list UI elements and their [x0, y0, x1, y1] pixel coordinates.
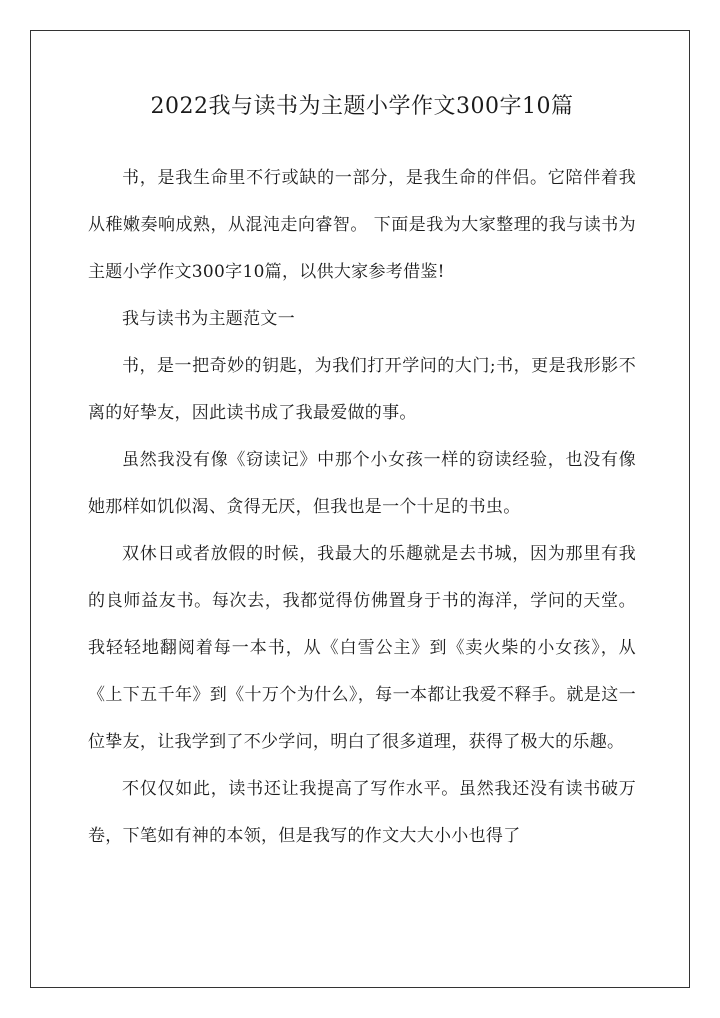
body-paragraph: 双休日或者放假的时候，我最大的乐趣就是去书城，因为那里有我的良师益友书。每次去，我都觉得仿佛置身于书的海洋，学问的天堂。我轻轻地翻阅着每一本书，从《白雪公主》到《卖火柴的小女孩》，从《上下五千年》到《十万个为什么》，每一本都让我爱不释手。就是这一位挚友，让我学到了不少学问，明白了很多道理，获得了极大的乐趣。 [88, 544, 636, 752]
document-title: 2022我与读书为主题小学作文300字10篇 [150, 94, 574, 119]
body-paragraph: 虽然我没有像《窃读记》中那个小女孩一样的窃读经验，也没有像她那样如饥似渴、贪得无厌，但我也是一个十足的书虫。 [88, 450, 636, 517]
body-paragraph: 不仅仅如此，读书还让我提高了写作水平。虽然我还没有读书破万卷，下笔如有神的本领，但是我写的作文大大小小也得了 [88, 779, 636, 846]
section-heading: 我与读书为主题范文一 [122, 309, 295, 329]
body-paragraph: 书，是一把奇妙的钥匙，为我们打开学问的大门;书，更是我形影不离的好挚友，因此读书成了我最爱做的事。 [88, 356, 636, 423]
document-content [88, 88, 636, 860]
intro-paragraph: 书，是我生命里不行或缺的一部分，是我生命的伴侣。它陪伴着我从稚嫩奏响成熟，从混沌走向睿智。 下面是我为大家整理的我与读书为主题小学作文300字10篇，以供大家参考借鉴! [88, 168, 636, 282]
document-body [88, 155, 636, 860]
